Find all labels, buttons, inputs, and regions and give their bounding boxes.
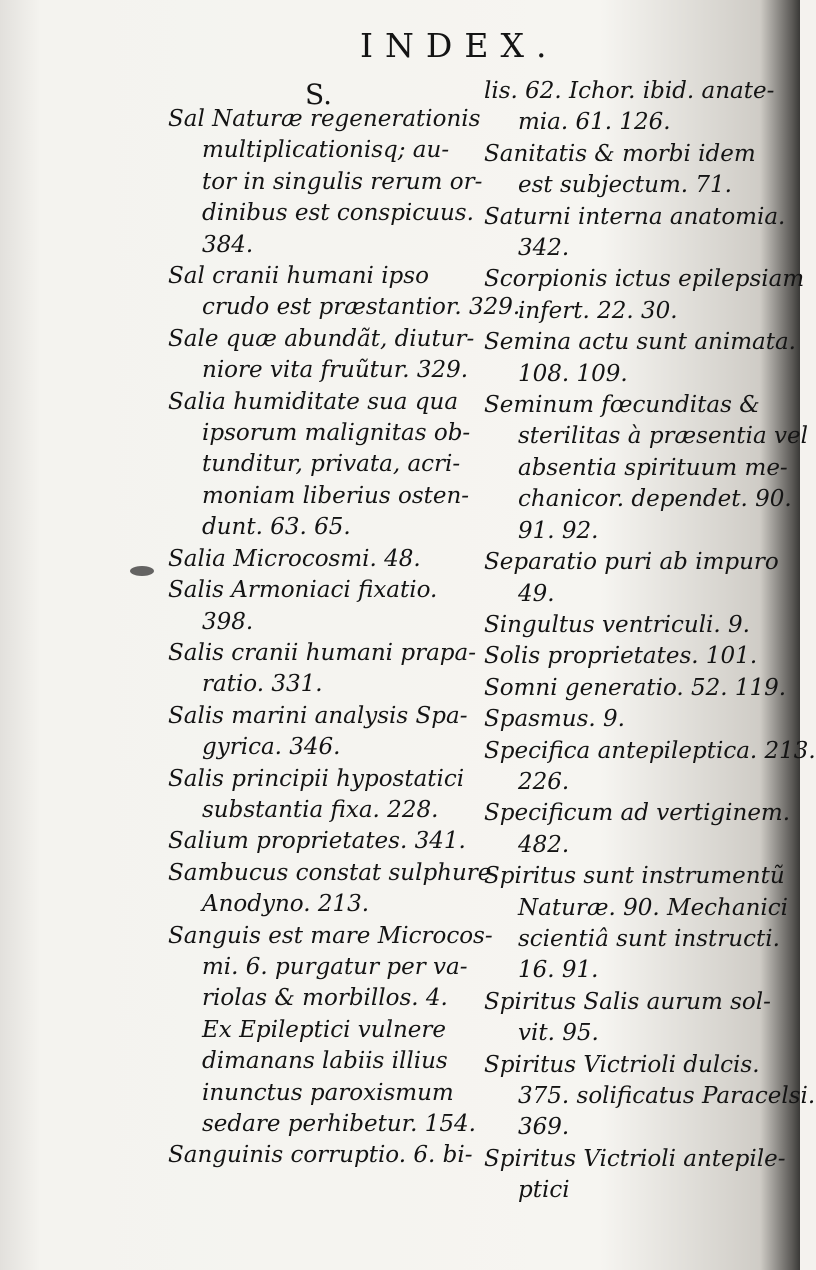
entry-headword-line: Singultus ventriculi. 9.: [484, 611, 750, 638]
entry-headword-line: Solis proprietates. 101.: [484, 643, 758, 670]
entry-headword-line: Sambucus constat sulphure: [168, 859, 492, 886]
entry-continuation-line: Anodyno. 213.: [202, 891, 370, 918]
entry-continuation-line: gyrica. 346.: [202, 734, 341, 761]
entry-continuation-line: est subjectum. 71.: [518, 172, 732, 199]
entry-continuation-line: riolas & morbillos. 4.: [202, 985, 448, 1012]
entry-headword-line: Sanitatis & morbi idem: [484, 140, 756, 167]
entry-headword-line: Somni generatio. 52. 119.: [484, 674, 787, 701]
index-entry: [484, 139, 774, 202]
entry-headword-line: Salis marini analysis Spa-: [168, 702, 468, 729]
index-entry: [484, 202, 786, 265]
entry-continuation-line: niore vita fruũtur. 329.: [202, 357, 469, 384]
entry-continuation-line: 49.: [518, 580, 555, 607]
entry-continuation-line: chanicor. dependet. 90.: [518, 486, 792, 513]
entry-continuation-line: tunditur, privata, acri-: [202, 451, 461, 478]
index-entry: [168, 764, 464, 827]
index-entry: [168, 1140, 473, 1171]
entry-continuation-line: ptici: [518, 1177, 570, 1204]
index-entry: [484, 987, 774, 1050]
index-entry: [168, 261, 521, 324]
index-entry: [484, 327, 796, 390]
entry-headword-line: Saturni interna anatomia.: [484, 203, 786, 230]
entry-headword-line: Separatio puri ab impuro: [484, 549, 779, 576]
entry-continuation-line: moniam liberius osten-: [202, 482, 470, 509]
entry-continuation-line: 482.: [518, 831, 570, 858]
entry-headword-line: Spiritus Victrioli antepile-: [484, 1145, 786, 1172]
entry-headword-line: Spiritus Salis aurum sol-: [484, 988, 771, 1015]
entry-continuation-line: Ex Epileptici vulnere: [202, 1016, 446, 1043]
entry-headword-line: Scorpionis ictus epilepsiam: [484, 266, 805, 293]
entry-continuation-line: 16. 91.: [518, 957, 599, 984]
entry-continuation-line: sedare perhibetur. 154.: [202, 1111, 476, 1137]
index-entry: [168, 858, 492, 921]
index-entry: [484, 736, 816, 799]
entry-continuation-line: dimanans labiis illius: [202, 1048, 448, 1075]
index-entry: [484, 1144, 786, 1207]
index-entry: [484, 76, 774, 139]
entry-headword-line: lis. 62. Ichor. ibid. anate-: [484, 78, 775, 104]
entry-continuation-line: sterilitas à præsentia vel: [518, 423, 808, 450]
entry-continuation-line: 398.: [202, 608, 254, 635]
section-letter: S.: [305, 78, 333, 111]
entry-continuation-line: 384.: [202, 231, 254, 258]
entry-continuation-line: absentia spirituum me-: [518, 454, 788, 481]
index-entry: [484, 547, 779, 610]
entry-continuation-line: scientiâ sunt instructi.: [518, 925, 780, 952]
index-entry: [484, 861, 788, 987]
index-entry: [168, 387, 471, 544]
index-entry: [484, 610, 774, 641]
entry-headword-line: Sanguinis corruptio. 6. bi-: [168, 1142, 473, 1169]
entry-continuation-line: ratio. 331.: [202, 671, 323, 698]
index-entry: [168, 921, 493, 1141]
entry-headword-line: Sale quæ abundãt, diutur-: [168, 325, 475, 352]
index-entry: [168, 544, 464, 575]
entry-headword-line: Salia humiditate sua qua: [168, 388, 459, 415]
entry-continuation-line: vit. 95.: [518, 1020, 599, 1047]
left-column: [168, 104, 521, 1172]
entry-continuation-line: tor in singulis rerum or-: [202, 168, 483, 195]
entry-continuation-line: substantia fixa. 228.: [202, 796, 439, 823]
index-entry: [168, 826, 464, 857]
entry-headword-line: Seminum fœcunditas &: [484, 392, 760, 419]
entry-headword-line: Spiritus Victrioli dulcis.: [484, 1051, 760, 1078]
index-entry: [484, 264, 805, 327]
entry-headword-line: Salis cranii humani prapa-: [168, 639, 476, 666]
ink-smudge: [130, 566, 154, 576]
index-entry: [168, 575, 464, 638]
entry-headword-line: Specificum ad vertiginem.: [484, 800, 791, 827]
entry-headword-line: Specifica antepileptica. 213.: [484, 737, 816, 764]
entry-headword-line: Salis principii hypostatici: [168, 765, 465, 792]
entry-continuation-line: dunt. 63. 65.: [202, 514, 351, 541]
entry-headword-line: Sal cranii humani ipso: [168, 263, 429, 290]
entry-headword-line: Sal Naturæ regenerationis: [168, 106, 481, 132]
index-entry: [484, 1050, 816, 1144]
entry-continuation-line: Naturæ. 90. Mechanici: [518, 894, 788, 921]
entry-continuation-line: 108. 109.: [518, 360, 628, 387]
entry-continuation-line: multiplicationisq; au-: [202, 137, 450, 164]
entry-continuation-line: 369.: [518, 1114, 570, 1141]
entry-headword-line: Salis Armoniaci fixatio.: [168, 577, 438, 604]
entry-continuation-line: 375. solificatus Paracelsi.: [518, 1083, 816, 1109]
page-heading: INDEX.: [360, 26, 559, 65]
entry-continuation-line: 91. 92.: [518, 517, 599, 544]
entry-continuation-line: inunctus paroxismum: [202, 1079, 454, 1106]
index-entry: [484, 704, 774, 735]
index-entry: [484, 390, 808, 547]
entry-continuation-line: infert. 22. 30.: [518, 297, 678, 324]
entry-headword-line: Salia Microcosmi. 48.: [168, 545, 421, 572]
entry-continuation-line: dinibus est conspicuus.: [202, 200, 474, 227]
entry-continuation-line: 226.: [518, 768, 570, 795]
entry-continuation-line: ipsorum malignitas ob-: [202, 420, 471, 447]
entry-continuation-line: mi. 6. purgatur per va-: [202, 953, 468, 980]
index-entry: [168, 701, 468, 764]
entry-headword-line: Semina actu sunt animata.: [484, 329, 796, 356]
index-entry: [484, 641, 774, 672]
index-entry: [168, 638, 476, 701]
index-entry: [168, 104, 483, 261]
index-entry: [484, 673, 787, 704]
entry-headword-line: Spasmus. 9.: [484, 706, 625, 733]
entry-continuation-line: 342.: [518, 235, 570, 262]
index-entry: [168, 324, 475, 387]
entry-continuation-line: crudo est præstantior. 329.: [202, 294, 521, 321]
entry-headword-line: Spiritus sunt instrumentũ: [484, 863, 785, 890]
index-entry: [484, 798, 791, 861]
entry-continuation-line: mia. 61. 126.: [518, 109, 671, 136]
entry-headword-line: Sanguis est mare Microcos-: [168, 922, 493, 949]
entry-headword-line: Salium proprietates. 341.: [168, 828, 466, 855]
right-column: [484, 76, 816, 1207]
